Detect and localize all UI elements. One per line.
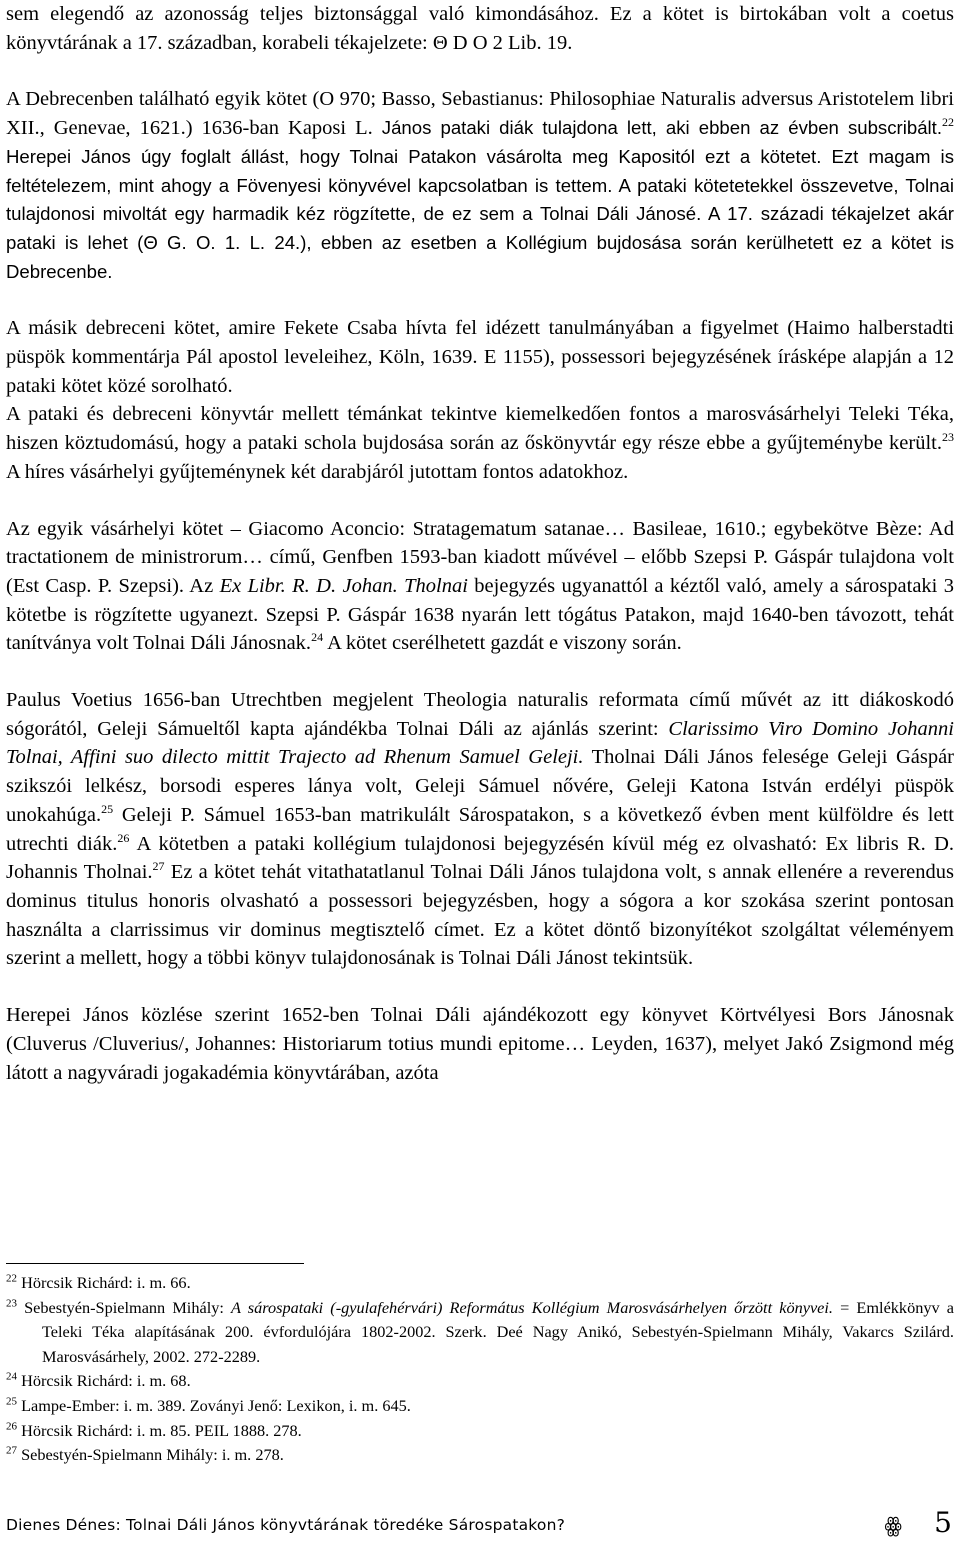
- paragraph-1: [6, 0, 954, 57]
- footnote-ref-25[interactable]: 25: [101, 802, 114, 817]
- paragraph-6: [6, 686, 954, 973]
- footnote-number: 24: [6, 1370, 17, 1383]
- footnote-25: [6, 1394, 954, 1419]
- footnote-number: 22: [6, 1272, 17, 1285]
- paragraph-text: Az egyik vásárhelyi kötet – Giacomo Aconcio: Stratagematum satanae… Basileae, 1610.; egybekötve Bèze: Ad tractationem de ministrorum… című, Genfben 1593-ban kiadott művével – előbb Szepsi P. Gáspár tulajdona volt (Est Casp. P. Szepsi). Az: [6, 517, 954, 597]
- paragraph-text: A Debrecenben található egyik kötet (O 970; Basso, Sebastianus: Philosophiae Naturalis adversus Aristotelem libri XII., Genevae, 1621.) 1636-ban Kaposi L.: [6, 88, 954, 140]
- footnote-ref-26[interactable]: 26: [117, 830, 130, 845]
- footnote-ref-27[interactable]: 27: [152, 859, 165, 874]
- paragraph-text: Geleji P. Sámuel 1653-ban matrikulált Sárospatakon, s a következő évben ment külföldre és lett utrechti diák.: [6, 803, 954, 855]
- paragraph-5: [6, 515, 954, 659]
- footnote-24: [6, 1369, 954, 1394]
- paragraph-text: Tholnai Dáli János felesége Geleji Gáspár szikszói lelkész, borsodi esperes lánya volt, Geleji Sámuel nővére, Geleji Katona István erdélyi püspök unokahúga.: [6, 746, 954, 826]
- paragraph-7: [6, 1001, 954, 1087]
- footnote-27: [6, 1443, 954, 1468]
- footnote-divider: [6, 1263, 304, 1264]
- paragraph-2: [6, 85, 954, 286]
- paragraph-4: [6, 400, 954, 486]
- paragraph-text: sem elegendő az azonosság teljes biztonsággal való kimondásához. Ez a kötet is birtokában volt a coetus könyvtárának a 17. században, korabeli tékajelzete: Θ D O 2 Lib. 19.: [6, 3, 954, 54]
- footnote-text: Sebestyén-Spielmann Mihály:: [24, 1297, 224, 1317]
- page-footer: [6, 1506, 954, 1539]
- paragraph-text: Herepei János közlése szerint 1652-ben Tolnai Dáli ajándékozott egy könyvet Körtvélyesi Bors Jánosnak (Cluverus /Cluverius/, Johannes: Historiarum totius mundi epitome… Leyden, 1637), melyet Jakó Zsigmond még látott a nagyváradi jogakadémia könyvtárában, azóta: [6, 1004, 954, 1084]
- paragraph-text: A kötetben a pataki kollégium tulajdonosi bejegyzésén kívül még ez olvasható: Ex libris R. D. Johannis Tholnai.: [6, 832, 954, 884]
- footnote-text: Hörcsik Richárd: i. m. 85. PEIL 1888. 278.: [21, 1420, 302, 1440]
- footnote-number: 27: [6, 1444, 17, 1457]
- page-number: 5: [934, 1506, 952, 1539]
- paragraph-italic: Ex Libr. R. D. Johan. Tholnai: [219, 574, 468, 597]
- footnote-text: Hörcsik Richárd: i. m. 68.: [21, 1371, 191, 1391]
- dedication-quote: Clarissimo Viro Domino Johanni Tolnai, Affini suo dilecto mittit Trajecto ad Rhenum Samuel Geleji.: [6, 717, 954, 769]
- paragraph-text-sans: János pataki diák tulajdona lett, aki ebben az évben subscribált.: [381, 117, 942, 139]
- paragraph-3: [6, 314, 954, 400]
- footnote-italic: A sárospataki (-gyulafehérvári) Református Kollégium Marosvásárhelyen őrzött könyvei.: [231, 1297, 833, 1317]
- paragraph-text: Paulus Voetius 1656-ban Utrechtben megjelent Theologia naturalis reformata című művét az itt diákoskodó sógorától, Geleji Sámueltől kapta ajándékba Tolnai Dáli az ajánlás szerint:: [6, 689, 954, 740]
- ornament-icon: ꙮ: [884, 1513, 902, 1537]
- footnote-ref-23[interactable]: 23: [942, 430, 954, 445]
- footnote-ref-22[interactable]: 22: [942, 115, 954, 130]
- footnote-text: = Emlékkönyv a Teleki Téka alapításának 200. évfordulójára 1802-2002. Szerk. Deé Nagy Anikó, Sebestyén-Spielmann Mihály, Vakarcs Szilárd. Marosvásárhely, 2002. 272-2289.: [42, 1297, 954, 1366]
- footnotes: [6, 1271, 954, 1468]
- paragraph-text: A másik debreceni kötet, amire Fekete Csaba hívta fel idézett tanulmányában a figyelmet (Haimo halberstadti püspök kommentárja Pál apostol leveleihez, Köln, 1639. E 1155), possessori bejegyzésének írásképe alapján a 12 pataki kötet közé sorolható.: [6, 317, 954, 397]
- paragraph-text-sans: Herepei János úgy foglalt állást, hogy Tolnai Patakon vásárolta meg Kapositól ezt a kötetet. Ezt magam is feltételezem, mint ahogy a Fövenyesi könyvével kapcsolatban is tettem. A pataki kötetetekkel összevetve, Tolnai tulajdonosi mivoltát egy harmadik kéz rögzítette, de ez sem a Tolnai Dáli Jánosé. A 17. századi tékajelzet akár pataki is lehet (Θ G. O. 1. L. 24.), ebben az esetben a Kollégium bujdosása során kerülhetett ez a kötet is Debrecenbe.: [6, 145, 954, 282]
- footnote-22: [6, 1271, 954, 1296]
- paragraph-text: A pataki és debreceni könyvtár mellett témánkat tekintve kiemelkedően fontos a marosvásárhelyi Teleki Téka, hiszen köztudomású, hogy a pataki schola bujdosása során az őskönyvtár egy része ebbe a gyűjteménybe került.: [6, 403, 954, 455]
- paragraph-text: A híres vásárhelyi gyűjteménynek két darabjáról jutottam fontos adatokhoz.: [6, 460, 629, 483]
- paragraph-text: Ez a kötet tehát vitathatatlanul Tolnai Dáli János tulajdona volt, s annak ellenére a reverendus dominus titulus honoris olvasható a possessori bejegyzésben, hogy a sógora a kor szokása szerint pontosan használta a clarrissimus vir dominus megtisztelő címet. Ez a kötet döntő bizonyítékot szolgáltat véleményem szerint a mellett, hogy a többi könyv tulajdonosának is Tolnai Dáli Jánost tekintsük.: [6, 861, 954, 970]
- page-body: [6, 0, 954, 1087]
- footnote-23: [6, 1296, 954, 1370]
- footnote-26: [6, 1419, 954, 1444]
- footnote-number: 26: [6, 1420, 17, 1433]
- paragraph-text: A kötet cserélhetett gazdát e viszony során.: [327, 632, 682, 655]
- footnote-number: 25: [6, 1395, 17, 1408]
- footnote-ref-24[interactable]: 24: [311, 630, 324, 645]
- footnote-text: Hörcsik Richárd: i. m. 66.: [21, 1273, 191, 1292]
- running-footer-title: Dienes Dénes: Tolnai Dáli János könyvtárának töredéke Sárospatakon?: [6, 1516, 566, 1534]
- footnote-text: Sebestyén-Spielmann Mihály: i. m. 278.: [21, 1445, 284, 1465]
- footnote-text: Lampe-Ember: i. m. 389. Zoványi Jenő: Lexikon, i. m. 645.: [21, 1395, 411, 1415]
- paragraph-text: bejegyzés ugyanattól a kéztől való, amely a sárospataki 3 kötetbe is rögzítette ugyanezt. Szepsi P. Gáspár 1638 nyarán lett tógátus Patakon, majd 1640-ben távozott, tehát tanítványa volt Tolnai Dáli Jánosnak.: [6, 574, 954, 655]
- footnote-number: 23: [6, 1297, 17, 1310]
